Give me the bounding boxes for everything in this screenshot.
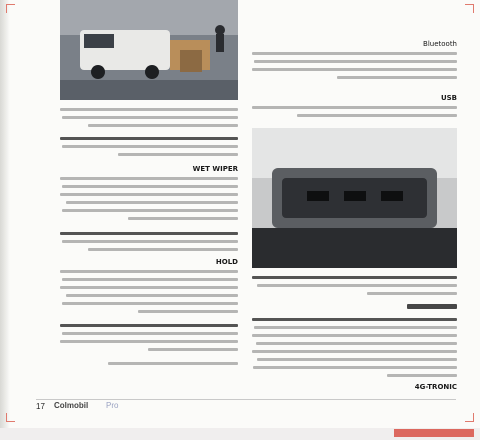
text-line (60, 286, 238, 289)
text-line (337, 76, 457, 79)
section-heading (193, 165, 238, 173)
section-heading (60, 324, 238, 327)
text-line (62, 209, 238, 212)
text-line (128, 217, 238, 220)
text-line (367, 292, 457, 295)
section-heading (252, 318, 457, 321)
crop-mark (6, 4, 15, 13)
text-line (66, 201, 238, 204)
text-line (252, 52, 457, 55)
text-line (62, 145, 238, 148)
text-line (62, 302, 238, 305)
footnote (108, 362, 238, 365)
text-line (252, 350, 457, 353)
hold-brand: HOLD (215, 258, 238, 266)
left-column (60, 0, 238, 408)
text-line (254, 60, 457, 63)
text-line (60, 270, 238, 273)
text-line (252, 68, 457, 71)
crop-mark (465, 4, 474, 13)
text-line (118, 153, 238, 156)
text-line (138, 310, 238, 313)
brand-suffix: Pro (106, 401, 119, 410)
text-line (256, 342, 457, 345)
text-line (62, 240, 238, 243)
text-line (60, 340, 238, 343)
section-heading (60, 137, 238, 140)
text-line (257, 358, 457, 361)
text-line (297, 114, 457, 117)
text-line (60, 177, 238, 180)
text-line (66, 294, 238, 297)
text-line (60, 108, 238, 111)
next-page-red-banner (394, 429, 474, 437)
vehicle-loading-photo (60, 0, 238, 100)
section-heading (60, 232, 238, 235)
usb-ports-photo (252, 128, 457, 268)
text-line (88, 248, 238, 251)
bluetooth-keyword: Bluetooth (423, 40, 457, 48)
usb-heading: USB (440, 94, 457, 102)
text-line (257, 284, 457, 287)
text-line (253, 366, 457, 369)
text-line (254, 326, 457, 329)
text-line (252, 334, 457, 337)
text-line (62, 116, 238, 119)
text-line (60, 193, 238, 196)
wet-wiper-brand: WET WIPER (192, 165, 238, 173)
crop-mark (465, 413, 474, 422)
text-line (88, 124, 238, 127)
section-heading (216, 258, 238, 266)
usb-ports-illustration (252, 128, 457, 268)
page-footer (36, 399, 456, 412)
page-fold-shadow (0, 0, 10, 440)
text-line (252, 106, 457, 109)
text-line (387, 374, 457, 377)
right-column (252, 0, 457, 408)
4g-tronic-brand: 4G-TRONIC (414, 383, 457, 391)
text-line (148, 348, 238, 351)
page-number: 17 (36, 402, 45, 411)
novelties-heading (407, 304, 457, 309)
van-photo-illustration (60, 0, 238, 100)
caption-heading (252, 276, 457, 279)
text-line (62, 278, 238, 281)
text-line (62, 185, 238, 188)
section-4g-heading (415, 383, 457, 391)
crop-mark (6, 413, 15, 422)
text-line (62, 332, 238, 335)
brand-name: Colmobil (54, 401, 89, 410)
